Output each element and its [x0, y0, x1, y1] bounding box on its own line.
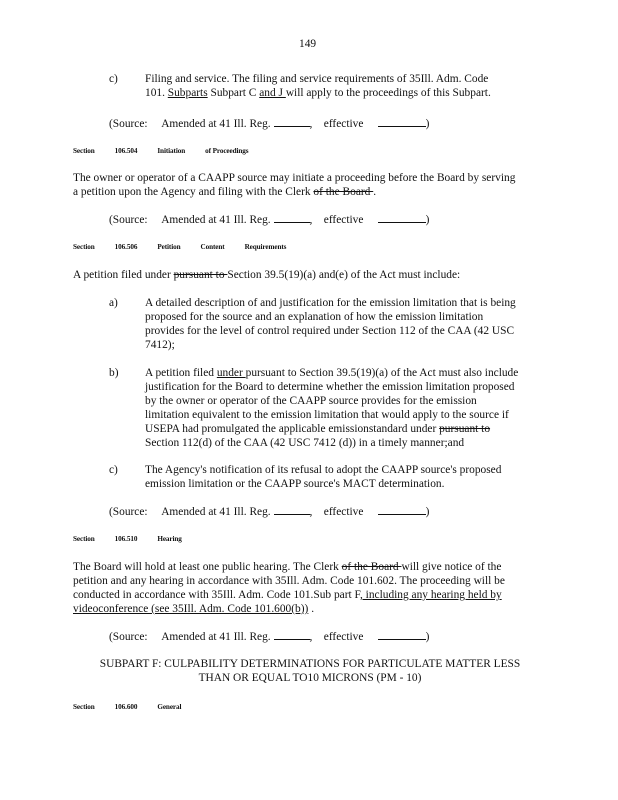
item-text-line: USEPA had promulgated the applicable emissionstandard under pursuant to [145, 423, 491, 435]
struck-text: of the Board [341, 561, 402, 573]
item-text-line: emission limitation or the CAAPP source's MACT determination. [145, 478, 445, 490]
inserted-text: , including any hearing held by [359, 589, 502, 601]
subpart-heading-line: THAN OR EQUAL TO10 MICRONS (PM - 10) [198, 672, 422, 684]
section-heading: Section 106.504 Initiation of Proceedings [73, 147, 249, 155]
paragraph-line: videoconference (see 35Ill. Adm. Code 101.600(b)) . [73, 603, 315, 615]
item-text-line: by the owner or operator of the CAAPP source provides for the emission [145, 395, 477, 407]
item-text-line: proposed for the source and an explanation of how the emission limitation [145, 311, 484, 323]
inserted-text: and J [259, 87, 286, 99]
blank-field [274, 629, 310, 640]
item-text-line: Section 112(d) of the CAA (42 USC 7412 (d)) in a timely manner;and [145, 437, 465, 449]
item-text-line: justification for the Board to determine whether the emission limitation proposed [145, 381, 515, 393]
item-text-line: A petition filed under pursuant to Section 39.5(19)(a) of the Act must also include [145, 367, 519, 379]
blank-field [274, 116, 310, 127]
blank-field [378, 212, 426, 223]
source-line: (Source: Amended at 41 Ill. Reg. , effective ) [109, 631, 430, 643]
item-label: c) [109, 464, 118, 476]
paragraph-line: A petition filed under pursuant to Section 39.5(19)(a) and(e) of the Act must include: [73, 269, 461, 281]
page-number: 149 [299, 38, 317, 50]
subpart-heading [60, 657, 560, 685]
blank-field [274, 504, 310, 515]
item-text-line: limitation equivalent to the emission limitation that would apply to the source if [145, 409, 509, 421]
item-text-line: A detailed description of and justification for the emission limitation that is being [145, 297, 516, 309]
blank-field [274, 212, 310, 223]
inserted-text: under [216, 367, 246, 379]
item-text-line: Filing and service. The filing and service requirements of 35Ill. Adm. Code [145, 73, 489, 85]
subpart-heading-line: SUBPART F: CULPABILITY DETERMINATIONS FOR PARTICULATE MATTER LESS [99, 658, 521, 670]
struck-text: pursuant to [439, 423, 491, 435]
paragraph-line: a petition upon the Agency and filing with the Clerk of the Board . [73, 186, 377, 198]
struck-text: pursuant to [173, 269, 228, 281]
paragraph-line: The owner or operator of a CAAPP source may initiate a proceeding before the Board by serving [73, 172, 516, 184]
section-heading: Section 106.600 General [73, 703, 182, 711]
item-label: a) [109, 297, 118, 309]
blank-field [378, 629, 426, 640]
item-label: b) [109, 367, 119, 379]
item-text-line: provides for the level of control required under Section 112 of the CAA (42 USC [145, 325, 515, 337]
section-heading: Section 106.506 Petition Content Requirements [73, 243, 287, 251]
item-label: c) [109, 73, 118, 85]
inserted-text: videoconference (see 35Ill. Adm. Code 101.600(b)) [73, 603, 309, 615]
source-line: (Source: Amended at 41 Ill. Reg. , effective ) [109, 118, 430, 130]
section-heading: Section 106.510 Hearing [73, 535, 182, 543]
source-line: (Source: Amended at 41 Ill. Reg. , effective ) [109, 506, 430, 518]
struck-text: of the Board [313, 186, 374, 198]
blank-field [378, 116, 426, 127]
item-text-line: The Agency's notification of its refusal to adopt the CAAPP source's proposed [145, 464, 502, 476]
paragraph-line: petition and any hearing in accordance with 35Ill. Adm. Code 101.602. The proceeding will be [73, 575, 505, 587]
inserted-text: Subparts [167, 87, 208, 99]
blank-field [378, 504, 426, 515]
item-text-line: 7412); [145, 339, 175, 351]
source-line: (Source: Amended at 41 Ill. Reg. , effective ) [109, 214, 430, 226]
item-text-line: 101. Subparts Subpart C and J will apply to the proceedings of this Subpart. [145, 87, 491, 99]
paragraph-line: The Board will hold at least one public hearing. The Clerk of the Board will give notice of the [73, 561, 502, 573]
paragraph-line: conducted in accordance with 35Ill. Adm. Code 101.Sub part F, including any hearing held by [73, 589, 502, 601]
